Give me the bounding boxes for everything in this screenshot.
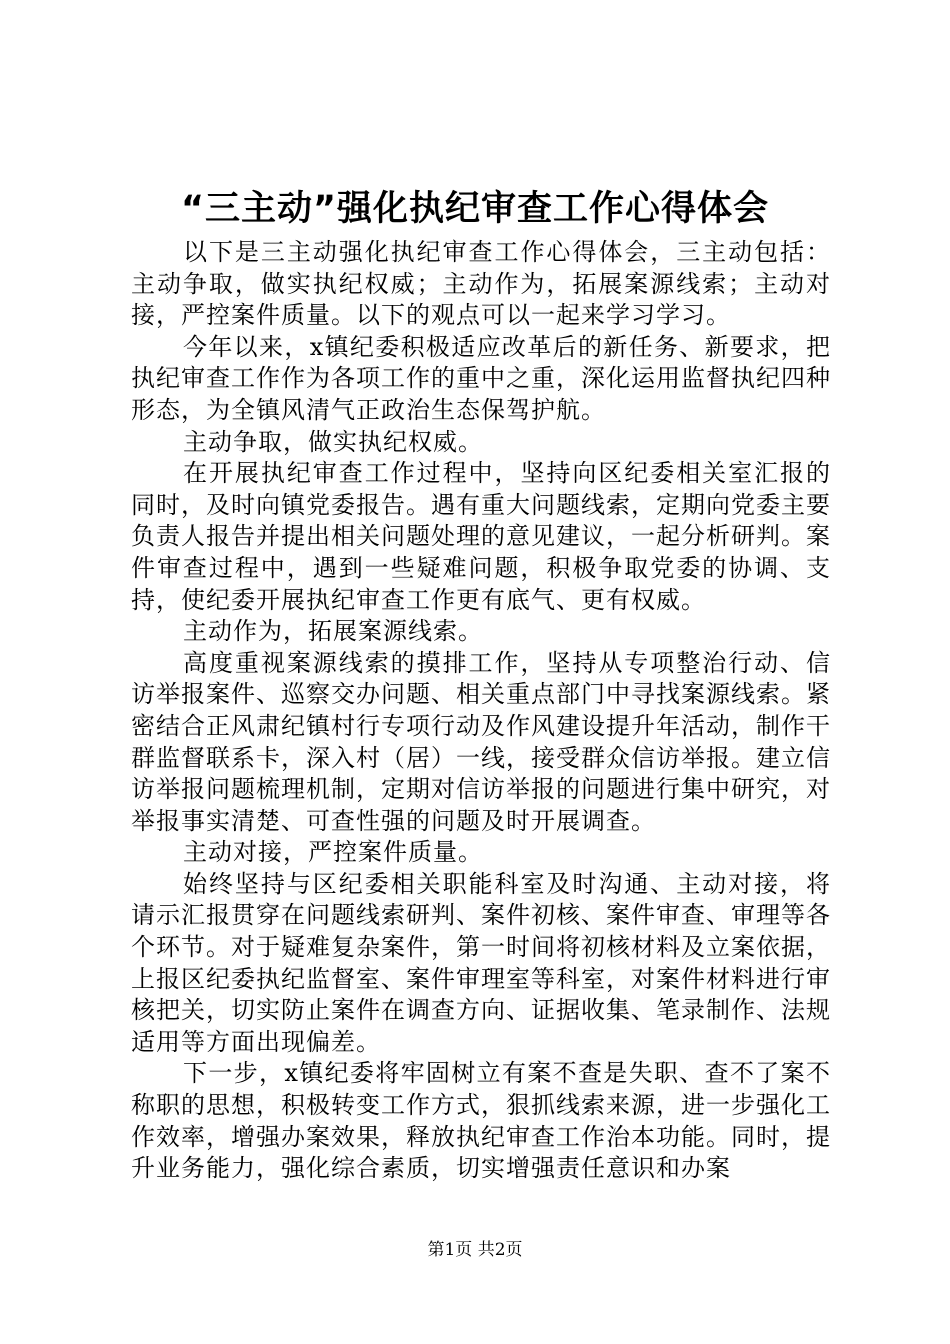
paragraph-intro: 以下是三主动强化执纪审查工作心得体会，三主动包括：主动争取，做实执纪权威；主动作为，拓展案源线索；主动对接，严控案件质量。以下的观点可以一起来学习学习。 — [131, 238, 831, 330]
paragraph-section-1: 在开展执纪审查工作过程中，坚持向区纪委相关室汇报的同时，及时向镇党委报告。遇有重大问题线索，定期向党委主要负责人报告并提出相关问题处理的意见建议，一起分析研判。案件审查过程中，遇到一些疑难问题，积极争取党委的协调、支持，使纪委开展执纪审查工作更有底气、更有权威。 — [131, 459, 831, 614]
paragraph-next-step: 下一步，x镇纪委将牢固树立有案不查是失职、查不了案不称职的思想，积极转变工作方式，狠抓线索来源，进一步强化工作效率，增强办案效果，释放执纪审查工作治本功能。同时，提升业务能力，强化综合素质，切实增强责任意识和办案 — [131, 1059, 831, 1183]
page-number-footer: 第1页 共2页 — [427, 1240, 523, 1260]
section-heading-2: 主动作为，拓展案源线索。 — [183, 617, 483, 646]
paragraph-section-3: 始终坚持与区纪委相关职能科室及时沟通、主动对接，将请示汇报贯穿在问题线索研判、案件初核、案件审查、审理等各个环节。对于疑难复杂案件，第一时间将初核材料及立案依据，上报区纪委执纪监督室、案件审理室等科室，对案件材料进行审核把关，切实防止案件在调查方向、证据收集、笔录制作、法规适用等方面出现偏差。 — [131, 869, 831, 1056]
paragraph-overview: 今年以来，x镇纪委积极适应改革后的新任务、新要求，把执纪审查工作作为各项工作的重中之重，深化运用监督执纪四种形态，为全镇风清气正政治生态保驾护航。 — [131, 332, 831, 424]
document-title: “三主动”强化执纪审查工作心得体会 — [180, 189, 769, 229]
section-heading-1: 主动争取，做实执纪权威。 — [183, 427, 483, 456]
document-body — [131, 237, 831, 1185]
section-heading-3: 主动对接，严控案件质量。 — [183, 838, 483, 867]
paragraph-section-2: 高度重视案源线索的摸排工作，坚持从专项整治行动、信访举报案件、巡察交办问题、相关重点部门中寻找案源线索。紧密结合正风肃纪镇村行专项行动及作风建设提升年活动，制作干群监督联系卡，深入村（居）一线，接受群众信访举报。建立信访举报问题梳理机制，定期对信访举报的问题进行集中研究，对举报事实清楚、可查性强的问题及时开展调查。 — [131, 648, 831, 835]
